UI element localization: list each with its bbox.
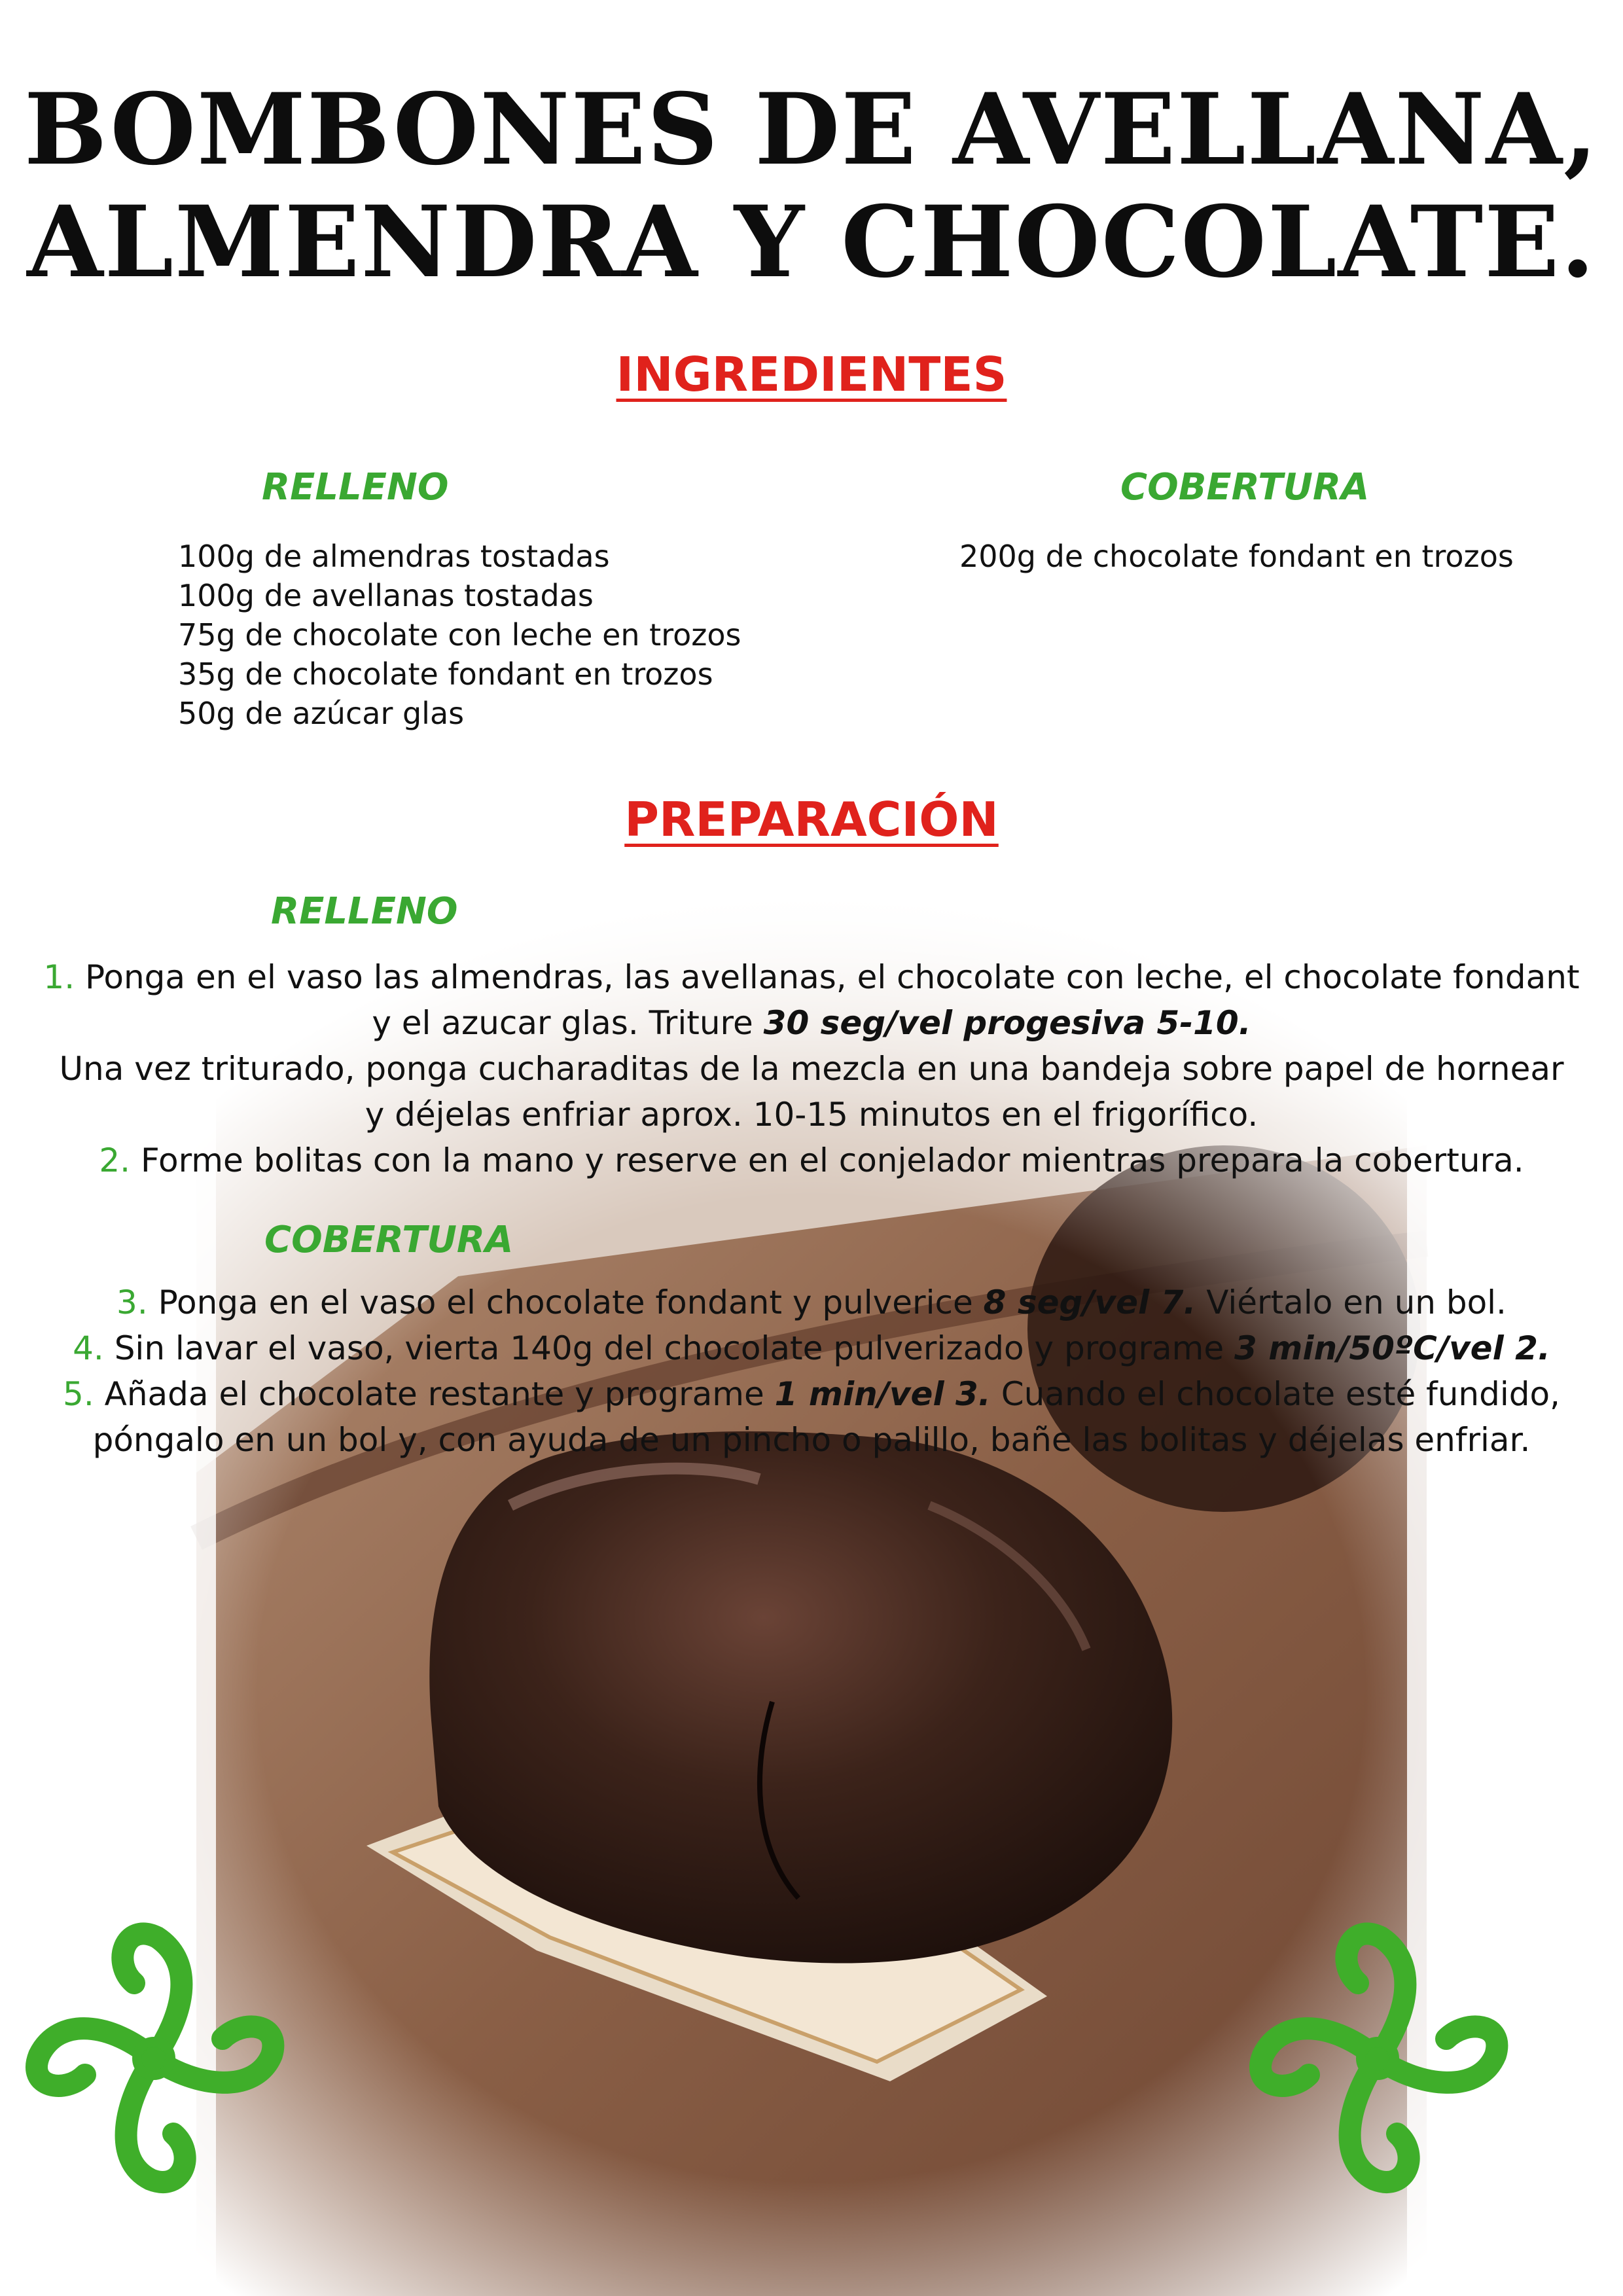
step-3-setting: 8 seg/vel 7.: [983, 1283, 1196, 1321]
step-3-number: 3.: [116, 1283, 148, 1321]
ingredient-item: 200g de chocolate fondant en trozos: [959, 539, 1514, 574]
ingredient-item: 75g de chocolate con leche en trozos: [178, 617, 741, 653]
step-5-text-c: póngalo en un bol y, con ayuda de un pincho o palillo, bañe las bolitas y déjelas enfriar.: [92, 1421, 1531, 1459]
preparation-cobertura-label: COBERTURA: [264, 1219, 514, 1261]
green-pinwheel-flower-icon: [13, 1918, 294, 2199]
recipe-title: [0, 73, 1623, 298]
step-4-number: 4.: [73, 1329, 104, 1367]
step-4-line: [0, 1325, 1623, 1371]
step-4-text: Sin lavar el vaso, vierta 140g del chocolate pulverizado y programe: [114, 1329, 1235, 1367]
step-3-text: Ponga en el vaso el chocolate fondant y pulverice: [158, 1283, 984, 1321]
step-1-setting: 30 seg/vel progesiva 5-10.: [763, 1004, 1251, 1042]
step-5-number: 5.: [63, 1375, 94, 1413]
step-1-line-1: [0, 954, 1623, 1000]
step-2-text: Forme bolitas con la mano y reserve en el conjelador mientras prepara la cobertura.: [141, 1141, 1524, 1179]
step-5-text: Añada el chocolate restante y programe: [104, 1375, 775, 1413]
relleno-steps: [0, 954, 1623, 1183]
ingredients-relleno-label: RELLENO: [262, 466, 449, 509]
ingredients-heading: INGREDIENTES: [616, 347, 1007, 402]
step-5-setting: 1 min/vel 3.: [774, 1375, 991, 1413]
step-2-number: 2.: [99, 1141, 131, 1179]
step-1-text-c: Una vez triturado, ponga cucharaditas de la mezcla en una bandeja sobre papel de hornear: [59, 1050, 1564, 1088]
step-1-number: 1.: [43, 958, 75, 996]
ingredient-item: 100g de avellanas tostadas: [178, 578, 594, 613]
step-2-line: [0, 1138, 1623, 1183]
step-5-line-2: [0, 1417, 1623, 1463]
step-5-text-b: Cuando el chocolate esté fundido,: [990, 1375, 1560, 1413]
step-1-text-d: y déjelas enfriar aprox. 10-15 minutos en el frigorífico.: [365, 1096, 1258, 1134]
recipe-title-line-1: BOMBONES DE AVELLANA,: [24, 72, 1599, 187]
step-3-text-b: Viértalo en un bol.: [1196, 1283, 1507, 1321]
green-pinwheel-flower-icon: [1237, 1918, 1518, 2199]
ingredient-item: 50g de azúcar glas: [178, 696, 465, 731]
step-1-text-b: y el azucar glas. Triture: [372, 1004, 764, 1042]
step-1-line-4: [0, 1092, 1623, 1138]
step-3-line: [0, 1280, 1623, 1325]
step-1-line-3: [0, 1046, 1623, 1092]
cobertura-steps: [0, 1280, 1623, 1463]
ingredient-item: 35g de chocolate fondant en trozos: [178, 656, 713, 692]
ingredients-cobertura-label: COBERTURA: [1120, 466, 1370, 509]
cobertura-ingredient-list: [959, 537, 1514, 576]
preparation-relleno-label: RELLENO: [271, 890, 458, 933]
preparation-heading: PREPARACIÓN: [624, 792, 999, 847]
recipe-title-line-2: ALMENDRA Y CHOCOLATE.: [27, 185, 1596, 300]
ingredient-item: 100g de almendras tostadas: [178, 539, 610, 574]
step-1-line-2: [0, 1000, 1623, 1046]
step-4-setting: 3 min/50ºC/vel 2.: [1234, 1329, 1550, 1367]
step-1-text: Ponga en el vaso las almendras, las avellanas, el chocolate con leche, el chocolate fondant: [85, 958, 1580, 996]
relleno-ingredient-list: [178, 537, 741, 733]
step-5-line-1: [0, 1371, 1623, 1417]
